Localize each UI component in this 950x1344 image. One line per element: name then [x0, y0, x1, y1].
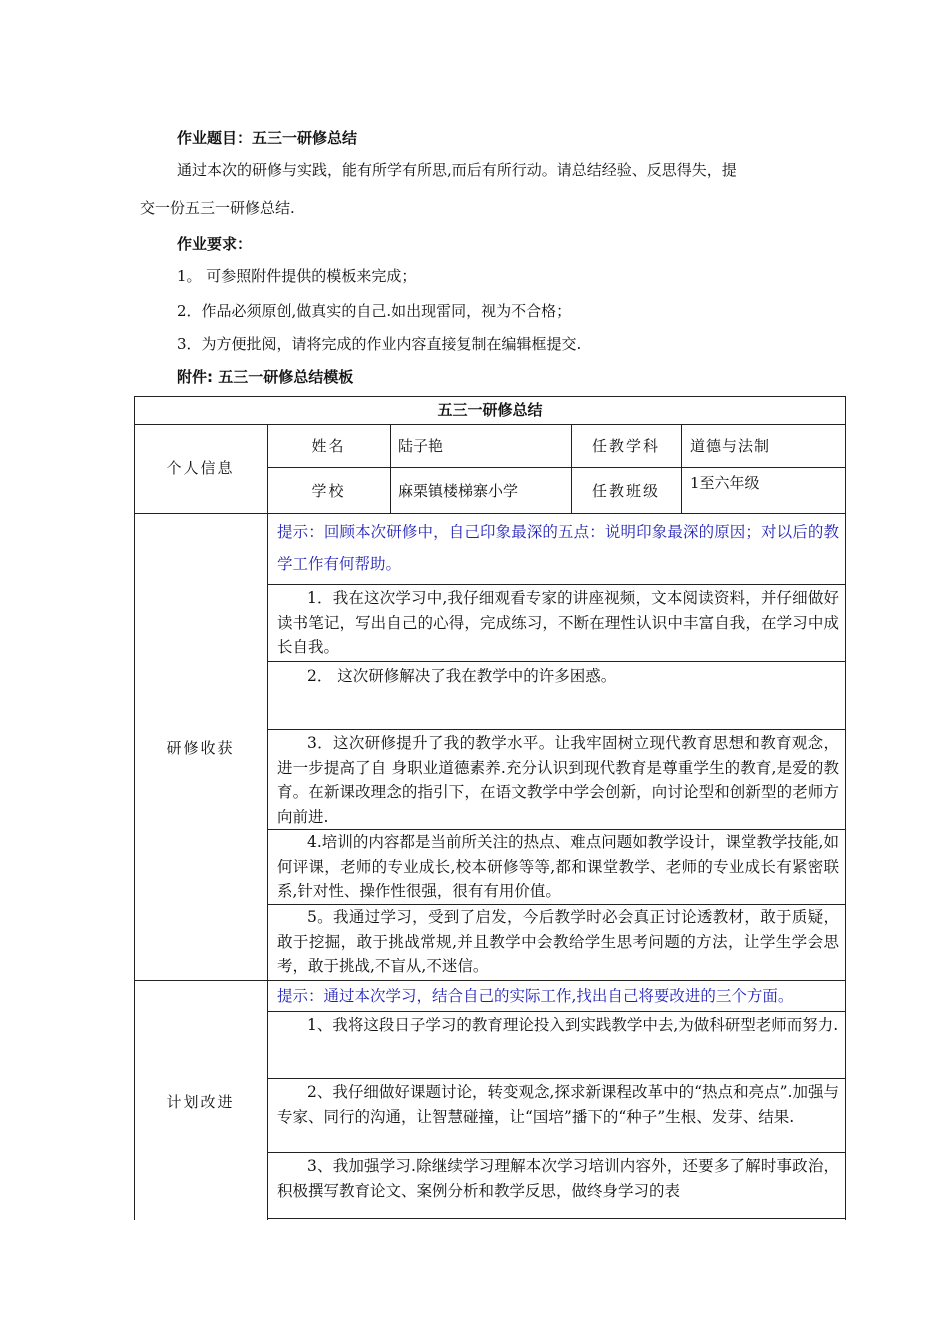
- harvest-hint: 提示：回顾本次研修中，自己印象最深的五点：说明印象最深的原因；对以后的教学工作有何帮助。: [277, 523, 839, 573]
- plan-label: 计划改进: [166, 1093, 235, 1111]
- requirement-1: 1。 可参照附件提供的模板来完成；: [177, 267, 417, 285]
- harvest-item-5: 5。我通过学习，受到了启发，今后教学时必会真正讨论透教材，敢于质疑，敢于挖掘，敢于挑战常规,并且教学中会教给学生思考问题的方法，让学生学会思考，敢于挑战,不盲从,不迷信。: [277, 908, 839, 975]
- table-rule: [134, 424, 846, 425]
- school-value: 麻栗镇楼梯寨小学: [398, 482, 519, 500]
- personal-info-label: 个人信息: [166, 459, 235, 477]
- requirement-2: 2．作品必须原创,做真实的自己.如出现雷同，视为不合格；: [177, 302, 572, 320]
- table-rule: [681, 424, 682, 514]
- plan-item-1: 1、我将这段日子学习的教育理论投入到实践教学中去,为做科研型老师而努力.: [307, 1016, 839, 1034]
- harvest-item-1: 1．我在这次学习中,我仔细观看专家的讲座视频，文本阅读资料，并仔细做好读书笔记，写出自己的心得，完成练习，不断在理性认识中丰富自我，在学习中成长自我。: [277, 589, 839, 656]
- table-rule: [267, 1078, 846, 1079]
- requirement-3: 3．为方便批阅，请将完成的作业内容直接复制在编辑框提交.: [177, 335, 582, 353]
- name-value: 陆子艳: [398, 437, 444, 455]
- table-rule: [267, 1152, 846, 1153]
- school-label: 学校: [311, 482, 346, 500]
- subject-label: 任教学科: [591, 437, 660, 455]
- harvest-label: 研修收获: [166, 739, 235, 757]
- class-label: 任教班级: [591, 482, 660, 500]
- table-rule: [267, 424, 268, 1220]
- assignment-title: 作业题目：五三一研修总结: [177, 129, 358, 147]
- name-label: 姓名: [311, 437, 346, 455]
- table-rule: [267, 661, 846, 662]
- table-rule: [267, 467, 846, 468]
- plan-hint: 提示：通过本次学习，结合自己的实际工作,找出自己将要改进的三个方面。: [277, 987, 794, 1005]
- attachment-title: 附件: 五三一研修总结模板: [177, 368, 354, 386]
- plan-item-3: 3、我加强学习.除继续学习理解本次学习培训内容外，还要多了解时事政治，积极撰写教育论文、案例分析和教学反思，做终身学习的表: [277, 1157, 839, 1200]
- harvest-item-3: 3．这次研修提升了我的教学水平。让我牢固树立现代教育思想和教育观念，进一步提高了自 身职业道德素养.充分认识到现代教育是尊重学生的教育,是爱的教育。在新课改理念的指引下，在语文教学中学会创新，向讨论型和创新型的老师方向前进.: [277, 734, 839, 826]
- table-rule: [134, 513, 846, 514]
- table-title: 五三一研修总结: [437, 401, 543, 419]
- table-rule: [267, 584, 846, 585]
- requirements-title: 作业要求：: [177, 235, 253, 253]
- class-value: 1至六年级: [690, 474, 760, 492]
- table-rule: [390, 424, 391, 514]
- table-rule: [845, 424, 846, 1220]
- table-rule: [267, 1011, 846, 1012]
- harvest-item-4: 4.培训的内容都是当前所关注的热点、难点问题如教学设计，课堂教学技能,如何评课，老师的专业成长,校本研修等等,都和课堂教学、老师的专业成长有紧密联系,针对性、操作性很强，很有有用价值。: [277, 833, 839, 900]
- summary-template-table: [134, 396, 846, 1220]
- subject-value: 道德与法制: [690, 437, 771, 455]
- table-border-bottom: [267, 1218, 846, 1219]
- plan-item-2: 2、我仔细做好课题讨论，转变观念,探求新课程改革中的“热点和亮点”.加强与专家、同行的沟通，让智慧碰撞，让“国培”播下的“种子”生根、发芽、结果.: [277, 1083, 839, 1126]
- table-rule: [134, 980, 846, 981]
- assignment-desc-line2: 交一份五三一研修总结.: [140, 199, 295, 217]
- table-rule: [267, 729, 846, 730]
- assignment-desc-line1: 通过本次的研修与实践，能有所学有所思,而后有所行动。请总结经验、反思得失，提: [177, 161, 737, 179]
- harvest-item-2: 2． 这次研修解决了我在教学中的许多困惑。: [307, 667, 617, 685]
- table-border-top: [134, 396, 846, 397]
